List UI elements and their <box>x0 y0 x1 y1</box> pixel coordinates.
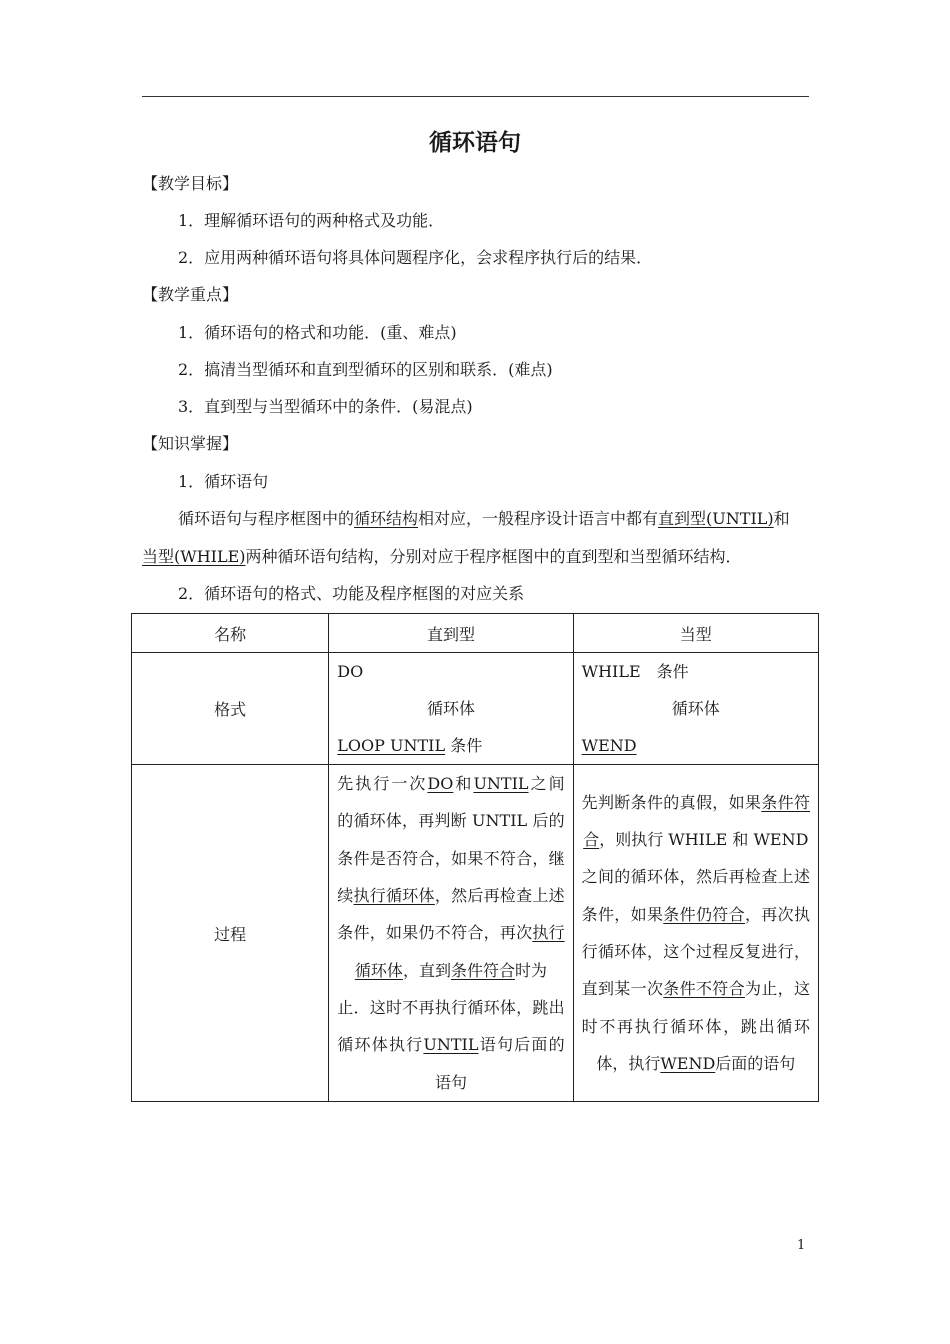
knowledge-heading: 【知识掌握】 <box>142 434 239 453</box>
underlined-term: 直到型(UNTIL) <box>658 509 774 528</box>
header-name: 名称 <box>132 614 329 653</box>
table-row-format <box>132 653 819 765</box>
loop-comparison-table <box>131 613 819 1102</box>
knowledge-paragraph-line-2: 当型(WHILE)两种循环语句结构，分别对应于程序框图中的直到型和当型循环结构． <box>142 547 742 566</box>
document-title: 循环语句 <box>429 130 521 156</box>
header-rule <box>142 96 809 97</box>
table-row-process <box>132 765 819 1102</box>
knowledge-sub-1: 1．循环语句 <box>178 472 269 491</box>
knowledge-sub-2: 2．循环语句的格式、功能及程序框图的对应关系 <box>178 584 525 603</box>
goal-item-2: 2．应用两种循环语句将具体问题程序化，会求程序执行后的结果． <box>178 248 653 267</box>
underlined-term: 循环结构 <box>354 509 419 528</box>
format-label: 格式 <box>132 653 329 765</box>
process-label: 过程 <box>132 765 329 1102</box>
focus-item-2: 2．搞清当型循环和直到型循环的区别和联系．(难点) <box>178 360 553 379</box>
header-until: 直到型 <box>329 614 573 653</box>
underlined-term: 当型(WHILE) <box>142 547 246 566</box>
process-while-cell: 先判断条件的真假，如果条件符 合，则执行 WHILE 和 WEND 之间的循环体，然后再检查上述 条件，如果条件仍符合，再次执 行循环体，这个过程反复进行， 直到某一次条件不符合为止，这 时不再执行循环体，跳出循环 体，执行WEND后面的语句 <box>573 765 818 1102</box>
table-header-row <box>132 614 819 653</box>
process-until-cell: 先执行一次DO和UNTIL之间 的循环体，再判断 UNTIL 后的 条件是否符合，如果不符合，继 续执行循环体，然后再检查上述 条件，如果仍不符合，再次执行 循环体，直到条件符合时为 止．这时不再执行循环体，跳出 循环体执行UNTIL语句后面的 语句 <box>329 765 573 1102</box>
goals-heading: 【教学目标】 <box>142 174 239 193</box>
header-while: 当型 <box>573 614 818 653</box>
format-while-cell: WHILE 条件 循环体 WEND <box>573 653 818 765</box>
format-until-cell: DO 循环体 LOOP UNTIL 条件 <box>329 653 573 765</box>
focus-heading: 【教学重点】 <box>142 285 239 304</box>
knowledge-paragraph-line-1: 循环语句与程序框图中的循环结构相对应，一般程序设计语言中都有直到型(UNTIL)和 <box>178 509 790 528</box>
focus-item-1: 1．循环语句的格式和功能．(重、难点) <box>178 323 457 342</box>
focus-item-3: 3．直到型与当型循环中的条件．(易混点) <box>178 397 473 416</box>
goal-item-1: 1．理解循环语句的两种格式及功能． <box>178 211 445 230</box>
page-number: 1 <box>797 1238 806 1253</box>
